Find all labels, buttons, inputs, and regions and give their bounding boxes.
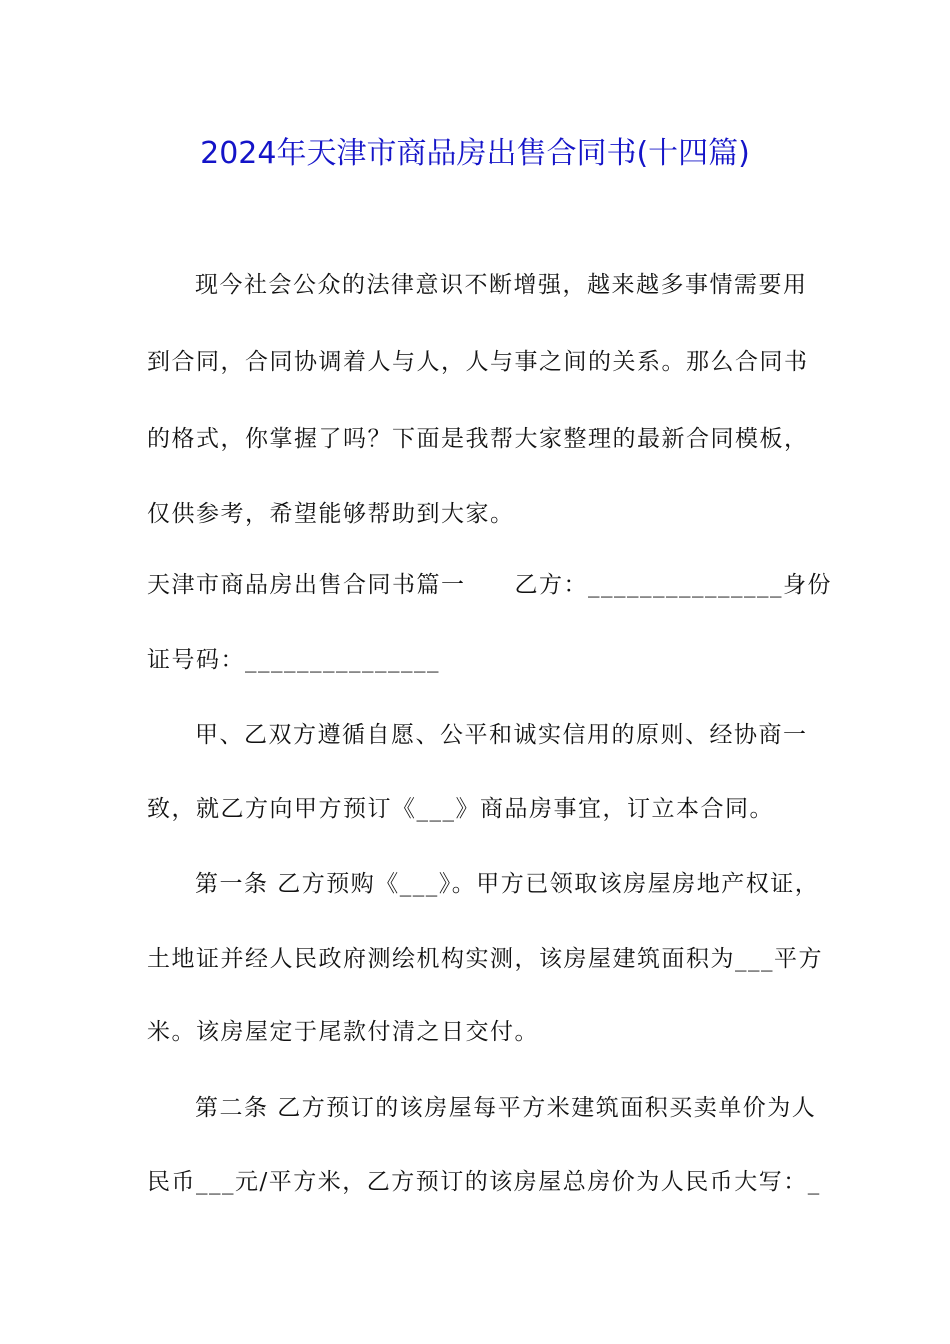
paragraph-line: 民币___元/平方米，乙方预订的该房屋总房价为人民币大写：_ xyxy=(147,1169,821,1195)
document-title: 2024年天津市商品房出售合同书(十四篇) xyxy=(200,136,750,171)
paragraph-line: 第二条 乙方预订的该房屋每平方米建筑面积买卖单价为人 xyxy=(195,1095,817,1121)
paragraph-line: 甲、乙双方遵循自愿、公平和诚实信用的原则、经协商一 xyxy=(195,722,808,748)
paragraph-line: 的格式，你掌握了吗？下面是我帮大家整理的最新合同模板， xyxy=(147,426,809,452)
paragraph-line: 米。该房屋定于尾款付清之日交付。 xyxy=(147,1019,539,1045)
paragraph-line: 仅供参考，希望能够帮助到大家。 xyxy=(147,501,515,527)
paragraph-line: 致，就乙方向甲方预订《___》商品房事宜，订立本合同。 xyxy=(147,796,774,822)
paragraph-line: 第一条 乙方预购《___》。甲方已领取该房屋房地产权证， xyxy=(195,871,820,897)
paragraph-line: 天津市商品房出售合同书篇一 乙方：_______________身份 xyxy=(147,572,832,598)
paragraph-line: 土地证并经人民政府测绘机构实测，该房屋建筑面积为___平方 xyxy=(147,946,823,972)
paragraph-line: 到合同，合同协调着人与人，人与事之间的关系。那么合同书 xyxy=(147,349,809,375)
paragraph-line: 现今社会公众的法律意识不断增强，越来越多事情需要用 xyxy=(195,272,808,298)
paragraph-line: 证号码：_______________ xyxy=(147,647,440,673)
